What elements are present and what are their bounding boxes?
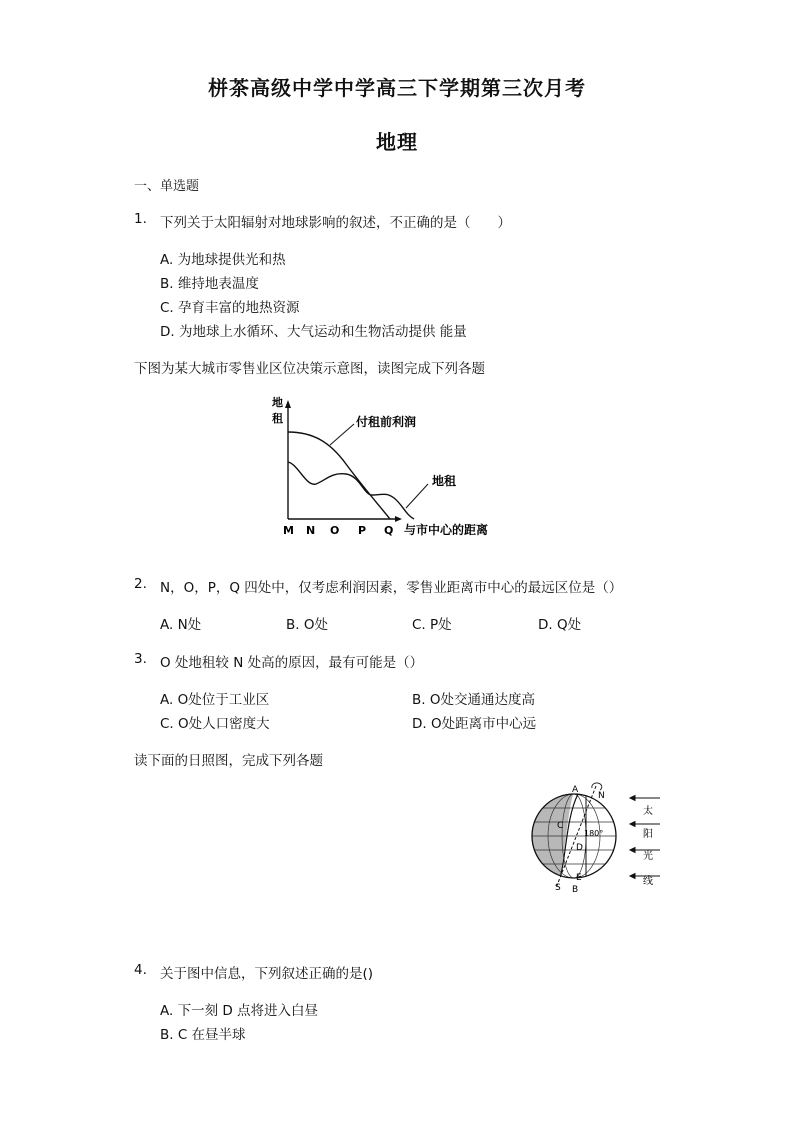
x-axis-label: 与市中心的距离 [404, 523, 489, 537]
point-d-label: D [576, 843, 583, 853]
question-1-option-b: B. 维持地表温度 [160, 276, 259, 292]
question-4-option-b: B. C 在昼半球 [160, 1027, 246, 1043]
question-3-option-b: B. O处交通通达度高 [412, 692, 535, 708]
y-axis-label-1: 地 [272, 396, 283, 409]
y-axis-arrow [285, 400, 291, 408]
question-3-option-c: C. O处人口密度大 [160, 716, 270, 732]
sun-label-2: 阳 [643, 829, 653, 840]
question-3-option-d: D. O处距离市中心远 [412, 716, 537, 732]
x-tick-q: Q [384, 524, 394, 537]
question-1-option-a: A. 为地球提供光和热 [160, 252, 286, 268]
section-heading: 一、单选题 [134, 179, 200, 194]
point-c-label: C [557, 821, 564, 831]
point-s-label: S [555, 883, 561, 893]
sun-label-3: 光 [643, 851, 653, 862]
question-2-option-a: A. N处 [160, 617, 202, 633]
question-2-text: N，O，P，Q 四处中，仅考虑利润因素，零售业距离市中心的最远区位是（） [160, 580, 623, 596]
question-1-number: 1. [134, 211, 147, 227]
rotation-arrow-icon [592, 783, 602, 790]
question-2-number: 2. [134, 576, 147, 592]
point-e-label: E [576, 873, 582, 883]
question-2-option-d: D. Q处 [538, 617, 582, 633]
x-tick-m: M [283, 524, 294, 537]
question-3-number: 3. [134, 651, 147, 667]
intro-figure-1: 下图为某大城市零售业区位决策示意图，读图完成下列各题 [134, 361, 485, 377]
retail-location-diagram [268, 392, 508, 542]
profit-leader-line [330, 424, 354, 445]
sun-ray-arrow [630, 822, 635, 827]
question-2-option-b: B. O处 [286, 617, 328, 633]
profit-curve-label: 付租前利润 [356, 415, 417, 429]
question-3-text: O 处地租较 N 处高的原因，最有可能是（） [160, 655, 424, 671]
rent-leader-line [406, 484, 428, 508]
point-n-label: N [598, 791, 605, 801]
question-4-option-a: A. 下一刻 D 点将进入白昼 [160, 1003, 319, 1019]
x-tick-n: N [306, 524, 316, 537]
question-1-option-d: D. 为地球上水循环、大气运动和生物活动提供 能量 [160, 324, 467, 340]
page-title: 栟茶高级中学中学高三下学期第三次月考 [208, 76, 586, 100]
sun-label-4: 线 [643, 876, 653, 887]
question-4-number: 4. [134, 962, 147, 978]
sun-ray-arrow [630, 874, 635, 879]
sun-ray-arrow [630, 848, 635, 853]
y-axis-label-2: 租 [272, 412, 283, 425]
rent-curve-label: 地租 [432, 474, 457, 488]
intro-figure-2: 读下面的日照图，完成下列各题 [134, 753, 323, 769]
x-axis-arrow [395, 516, 402, 522]
question-1-text: 下列关于太阳辐射对地球影响的叙述，不正确的是（ ） [160, 215, 511, 231]
illumination-diagram [526, 778, 666, 896]
sun-ray-arrow [630, 796, 635, 801]
x-tick-o: O [330, 524, 340, 537]
subject-title: 地理 [376, 130, 418, 154]
question-2-option-c: C. P处 [412, 617, 452, 633]
question-4-text: 关于图中信息，下列叙述正确的是() [160, 966, 374, 982]
sun-label-1: 太 [643, 806, 653, 817]
question-3-option-a: A. O处位于工业区 [160, 692, 270, 708]
point-b-label: B [572, 885, 579, 895]
question-1-option-c: C. 孕育丰富的地热资源 [160, 300, 300, 316]
x-tick-p: P [358, 524, 367, 537]
degree-label: 180° [584, 829, 604, 838]
point-a-label: A [572, 785, 579, 795]
